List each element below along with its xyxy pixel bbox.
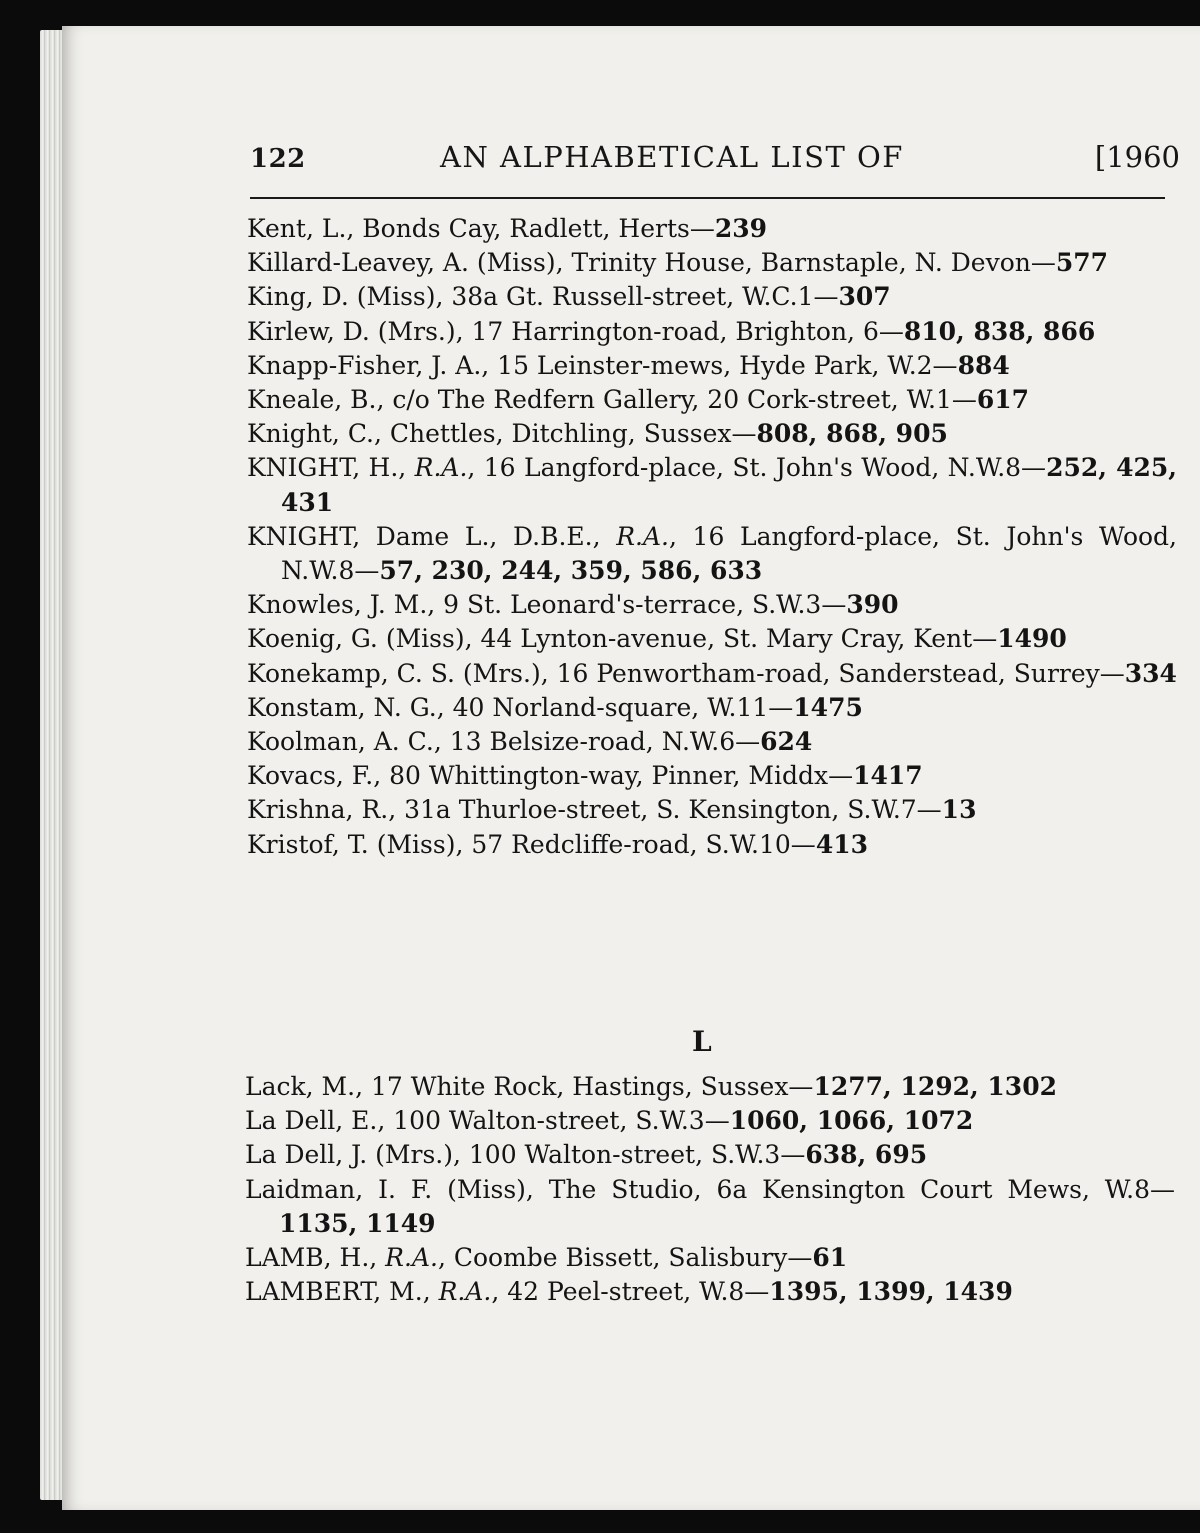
entry-name: Killard-Leavey, A. (Miss), Trinity House, Barnstaple, N. Devon— — [247, 248, 1056, 278]
entry-catalogue-numbers: 808, 868, 905 — [756, 419, 948, 449]
entry-name: La Dell, E., 100 Walton-street, S.W.3— — [245, 1106, 730, 1136]
entry-catalogue-numbers: 1475 — [793, 692, 863, 722]
list-item — [247, 280, 1177, 314]
entry-distinction: R.A. — [385, 1243, 438, 1273]
list-item — [247, 520, 1177, 588]
entry-address: , 16 Langford-place, St. John's Wood, N.W.8— — [281, 521, 1177, 586]
entry-name: Kent, L., Bonds Cay, Radlett, Herts— — [247, 214, 715, 243]
entry-name: Konstam, N. G., 40 Norland-square, W.11— — [247, 692, 794, 722]
list-item — [247, 759, 1177, 793]
page-number: 122 — [250, 144, 306, 174]
list-item — [245, 1173, 1175, 1241]
entry-name: King, D. (Miss), 38a Gt. Russell-street, W.C.1— — [247, 282, 839, 312]
entry-catalogue-numbers: 239 — [714, 214, 768, 243]
entry-catalogue-numbers: 252, 425, 431 — [281, 453, 1177, 517]
list-item — [247, 315, 1177, 349]
entry-catalogue-numbers: 617 — [976, 385, 1030, 415]
list-item — [247, 383, 1177, 417]
entry-name: LAMB, H., — [245, 1243, 386, 1273]
year-marker: [1960 — [1094, 140, 1180, 174]
entry-catalogue-numbers: 334 — [1124, 658, 1177, 688]
list-item — [245, 1070, 1175, 1104]
list-item — [247, 588, 1177, 622]
entry-catalogue-numbers: 13 — [941, 795, 977, 825]
list-item — [247, 828, 1177, 862]
entry-catalogue-numbers: 1417 — [853, 761, 923, 791]
entry-catalogue-numbers: 1395, 1399, 1439 — [769, 1277, 1013, 1307]
list-item — [247, 417, 1177, 451]
list-item — [247, 622, 1177, 656]
entry-catalogue-numbers: 307 — [838, 282, 891, 312]
entry-name: KNIGHT, H., — [247, 453, 415, 483]
entry-name: Laidman, I. F. (Miss), The Studio, 6a Kensington Court Mews, W.8— — [245, 1174, 1175, 1204]
entry-name: LAMBERT, M., — [245, 1277, 439, 1307]
list-item — [247, 725, 1177, 759]
entry-name: Konekamp, C. S. (Mrs.), 16 Penwortham-road, Sanderstead, Surrey— — [247, 658, 1125, 688]
list-item — [247, 657, 1177, 691]
entry-catalogue-numbers: 638, 695 — [805, 1140, 928, 1170]
entry-name: Lack, M., 17 White Rock, Hastings, Sussex— — [245, 1072, 814, 1101]
running-header — [250, 140, 1180, 190]
entry-name: Kovacs, F., 80 Whittington-way, Pinner, Middx— — [247, 761, 854, 791]
entry-address: , 16 Langford-place, St. John's Wood, N.W.8— — [467, 453, 1047, 483]
entry-name: Koenig, G. (Miss), 44 Lynton-avenue, St. Mary Cray, Kent— — [247, 624, 998, 654]
entry-name: Knowles, J. M., 9 St. Leonard's-terrace, S.W.3— — [247, 590, 847, 620]
entry-catalogue-numbers: 1135, 1149 — [279, 1208, 436, 1238]
list-item — [245, 1241, 1175, 1275]
list-item — [247, 212, 1177, 246]
page-title: AN ALPHABETICAL LIST OF — [440, 140, 904, 174]
entry-catalogue-numbers: 390 — [846, 590, 899, 620]
entry-name: KNIGHT, Dame L., D.B.E., — [247, 521, 617, 551]
entry-distinction: R.A. — [616, 521, 669, 551]
entry-name: Krishna, R., 31a Thurloe-street, S. Kensington, S.W.7— — [247, 795, 942, 825]
entry-catalogue-numbers: 413 — [815, 829, 868, 859]
header-rule — [250, 197, 1165, 199]
section-heading-l: L — [692, 1025, 712, 1058]
entry-catalogue-numbers: 61 — [812, 1243, 848, 1273]
entry-catalogue-numbers: 624 — [760, 727, 813, 757]
entry-address: , 42 Peel-street, W.8— — [491, 1277, 770, 1307]
entry-name: Kirlew, D. (Mrs.), 17 Harrington-road, Brighton, 6— — [247, 316, 904, 346]
entry-list-k — [247, 212, 1177, 862]
entry-catalogue-numbers: 577 — [1055, 248, 1109, 278]
entry-name: Kneale, B., c/o The Redfern Gallery, 20 Cork-street, W.1— — [247, 385, 977, 415]
entry-catalogue-numbers: 1060, 1066, 1072 — [729, 1106, 974, 1136]
entry-distinction: R.A. — [414, 453, 468, 483]
entry-name: Kristof, T. (Miss), 57 Redcliffe-road, S.W.10— — [247, 829, 816, 859]
list-item — [247, 349, 1177, 383]
entry-catalogue-numbers: 1277, 1292, 1302 — [813, 1072, 1057, 1101]
entry-name: Koolman, A. C., 13 Belsize-road, N.W.6— — [247, 727, 761, 757]
entry-address: , Coombe Bissett, Salisbury— — [437, 1243, 813, 1273]
entry-name: Knight, C., Chettles, Ditchling, Sussex— — [247, 419, 757, 449]
entry-catalogue-numbers: 57, 230, 244, 359, 586, 633 — [379, 556, 763, 586]
list-item — [247, 691, 1177, 725]
list-item — [245, 1275, 1175, 1309]
entry-list-l — [245, 1070, 1175, 1309]
list-item — [247, 451, 1177, 519]
list-item — [245, 1104, 1175, 1138]
entry-catalogue-numbers: 1490 — [997, 624, 1067, 654]
entry-name: La Dell, J. (Mrs.), 100 Walton-street, S.W.3— — [245, 1140, 806, 1170]
entry-name: Knapp-Fisher, J. A., 15 Leinster-mews, Hyde Park, W.2— — [247, 350, 958, 380]
list-item — [247, 793, 1177, 827]
list-item — [247, 246, 1177, 280]
entry-catalogue-numbers: 884 — [957, 350, 1010, 380]
entry-distinction: R.A. — [438, 1277, 492, 1307]
list-item — [245, 1138, 1175, 1172]
entry-catalogue-numbers: 810, 838, 866 — [903, 316, 1096, 346]
